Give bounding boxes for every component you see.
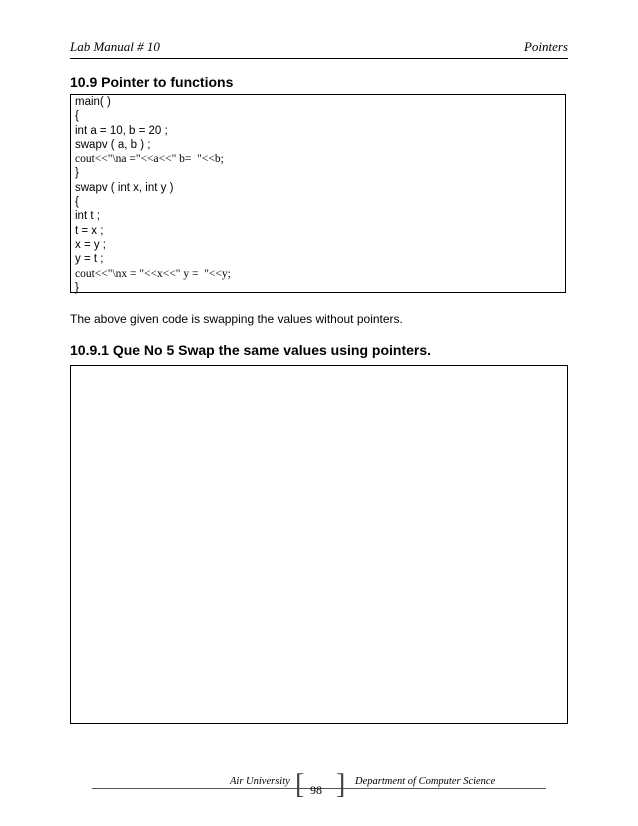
code-line: swapv ( a, b ) ; [75,138,151,151]
code-box [70,94,566,293]
right-brace-ornament: ] [336,769,346,800]
header-right: Pointers [523,39,568,54]
code-line: { [75,196,79,209]
code-line: int t ; [75,210,100,223]
code-line: y = t ; [75,253,104,266]
code-line: swapv ( int x, int y ) [75,181,174,194]
header-left: Lab Manual # 10 [70,39,160,54]
code-line: cout<<"\nx = "<<x<<" y = "<<y; [75,267,231,280]
code-line: } [75,167,79,180]
code-line: cout<<"\na ="<<a<<" b= "<<b; [75,153,224,166]
answer-box [70,365,568,724]
code-line: x = y ; [75,238,106,251]
code-line: { [75,110,79,123]
section-heading: 10.9 Pointer to functions [70,74,234,90]
code-line: main( ) [75,96,111,108]
code-line: int a = 10, b = 20 ; [75,124,168,137]
footer-department: Department of Computer Science [355,776,496,787]
description-paragraph: The above given code is swapping the values without pointers. [70,312,403,326]
left-brace-ornament: [ [295,769,305,800]
code-line: t = x ; [75,224,104,237]
question-heading: 10.9.1 Que No 5 Swap the same values using pointers. [70,342,432,358]
footer-university: Air University [230,776,290,787]
code-line: } [75,281,79,294]
page-number: 98 [310,783,322,797]
page-header [70,38,568,59]
